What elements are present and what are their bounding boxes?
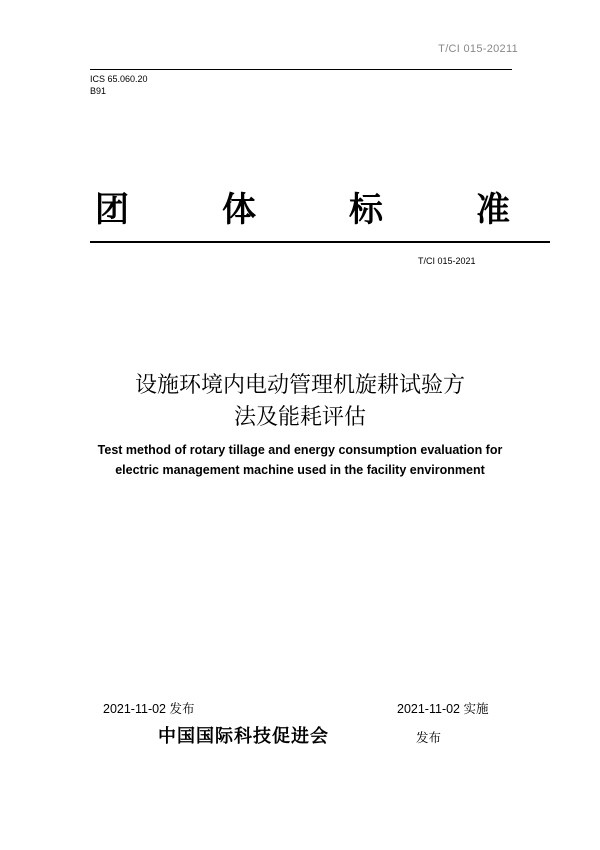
header-divider: [90, 69, 512, 70]
english-title-line2: electric management machine used in the facility environment: [115, 463, 485, 477]
ccs-code: B91: [90, 86, 107, 96]
header-standard-code: T/CI 015-20211: [438, 43, 518, 55]
english-title-line1: Test method of rotary tillage and energy consumption evaluation for: [97, 443, 503, 457]
issued-label: 发布: [416, 731, 442, 745]
document-type-title: [95, 182, 510, 231]
classification: [90, 73, 148, 97]
title-char: 准: [476, 190, 510, 230]
title-char: 标: [349, 190, 383, 230]
english-title: [60, 440, 540, 480]
title-divider: [90, 241, 550, 243]
title-char: 团: [95, 190, 129, 230]
title-char: 体: [222, 190, 256, 230]
implement-date: 2021-11-02 实施: [397, 702, 489, 716]
chinese-title-line1: 设施环境内电动管理机旋耕试验方: [134, 373, 465, 398]
publish-date: 2021-11-02 发布: [103, 702, 195, 716]
chinese-title: [60, 370, 540, 434]
standard-code: T/CI 015-2021: [418, 256, 476, 266]
issuing-organization: 中国国际科技促进会: [158, 726, 329, 747]
chinese-title-line2: 法及能耗评估: [233, 405, 366, 430]
ics-code: ICS 65.060.20: [90, 74, 148, 84]
